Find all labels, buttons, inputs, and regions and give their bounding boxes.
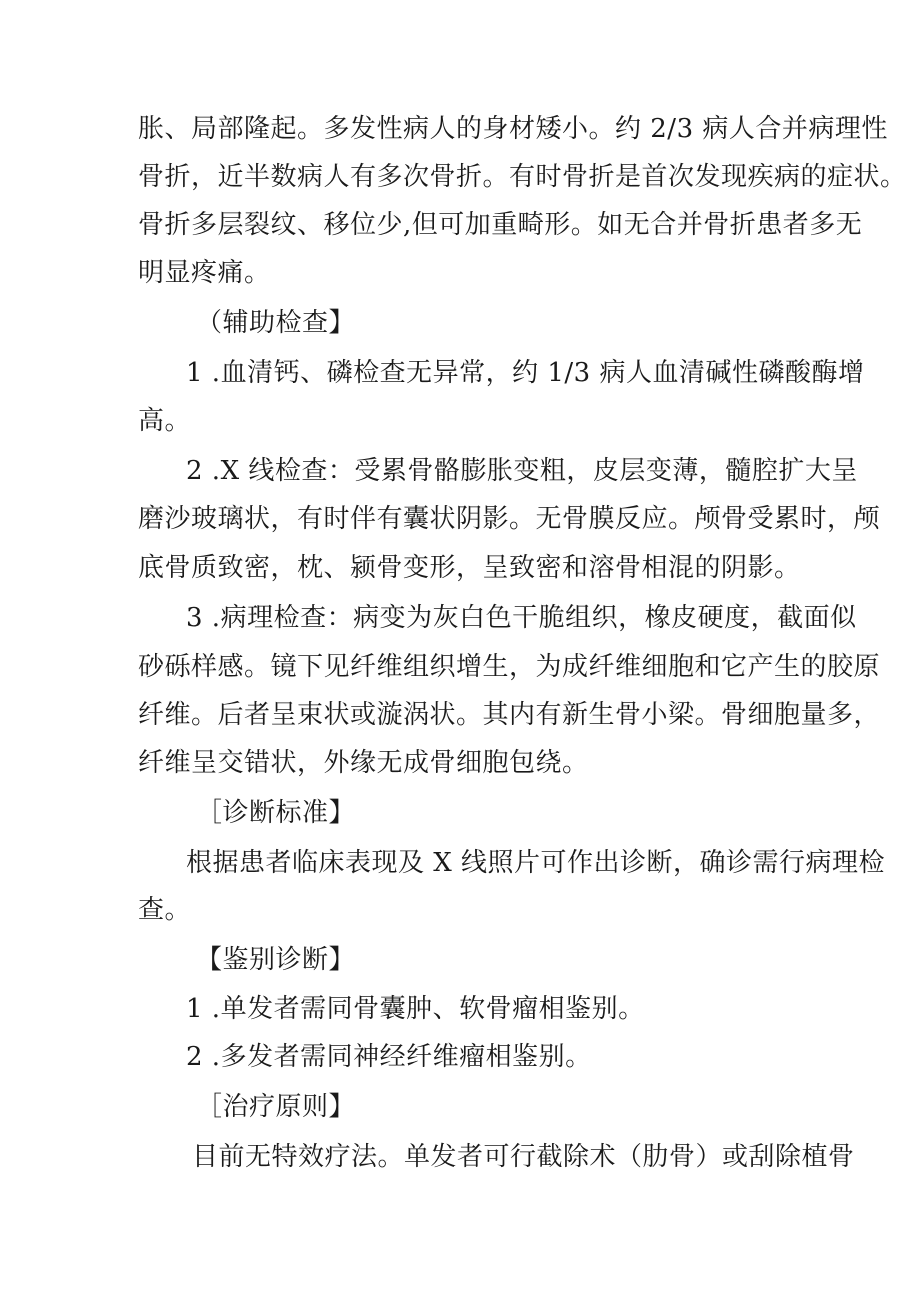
text-line-14: 纤维呈交错状，外缘无成骨细胞包绕。: [138, 748, 589, 778]
section-heading-auxiliary-exam: （辅助检查】: [196, 308, 356, 338]
text-line-17: 查。: [138, 895, 192, 925]
text-line-7: 高。: [138, 406, 192, 436]
section-heading-treatment-principle: ［治疗原则】: [196, 1092, 356, 1122]
text-line-1: 胀、局部隆起。多发性病人的身材矮小。约 2/3 病人合并病理性: [138, 114, 888, 144]
text-line-19: 1 .单发者需同骨囊肿、软骨瘤相鉴别。: [186, 994, 645, 1024]
text-line-22: 目前无特效疗法。单发者可行截除术（肋骨）或刮除植骨: [192, 1142, 855, 1172]
text-line-4: 明显疼痛。: [138, 258, 271, 288]
text-line-12: 砂砾样感。镜下见纤维组织增生，为成纤维细胞和它产生的胶原: [138, 652, 881, 682]
text-line-9: 磨沙玻璃状，有时伴有囊状阴影。无骨膜反应。颅骨受累时，颅: [138, 504, 881, 534]
text-line-8: 2 .X 线检查：受累骨骼膨胀变粗，皮层变薄，髓腔扩大呈: [186, 456, 858, 486]
text-line-2: 骨折，近半数病人有多次骨折。有时骨折是首次发现疾病的症状。: [138, 162, 907, 192]
text-line-10: 底骨质致密，枕、颍骨变形，呈致密和溶骨相混的阴影。: [138, 553, 801, 583]
section-heading-differential-diagnosis: 【鉴别诊断】: [196, 945, 356, 975]
section-heading-diagnostic-criteria: ［诊断标准】: [196, 798, 356, 828]
text-line-16: 根据患者临床表现及 X 线照片可作出诊断，确诊需行病理检: [186, 848, 886, 878]
text-line-11: 3 .病理检查：病变为灰白色干脆组织，橡皮硬度，截面似: [186, 603, 857, 633]
text-line-13: 纤维。后者呈束状或漩涡状。其内有新生骨小梁。骨细胞量多，: [138, 700, 881, 730]
text-line-3: 骨折多层裂纹、移位少,但可加重畸形。如无合并骨折患者多无: [138, 210, 863, 240]
text-line-20: 2 .多发者需同神经纤维瘤相鉴别。: [186, 1042, 592, 1072]
text-line-6: 1 .血清钙、磷检查无异常，约 1/3 病人血清碱性磷酸酶增: [186, 358, 865, 388]
